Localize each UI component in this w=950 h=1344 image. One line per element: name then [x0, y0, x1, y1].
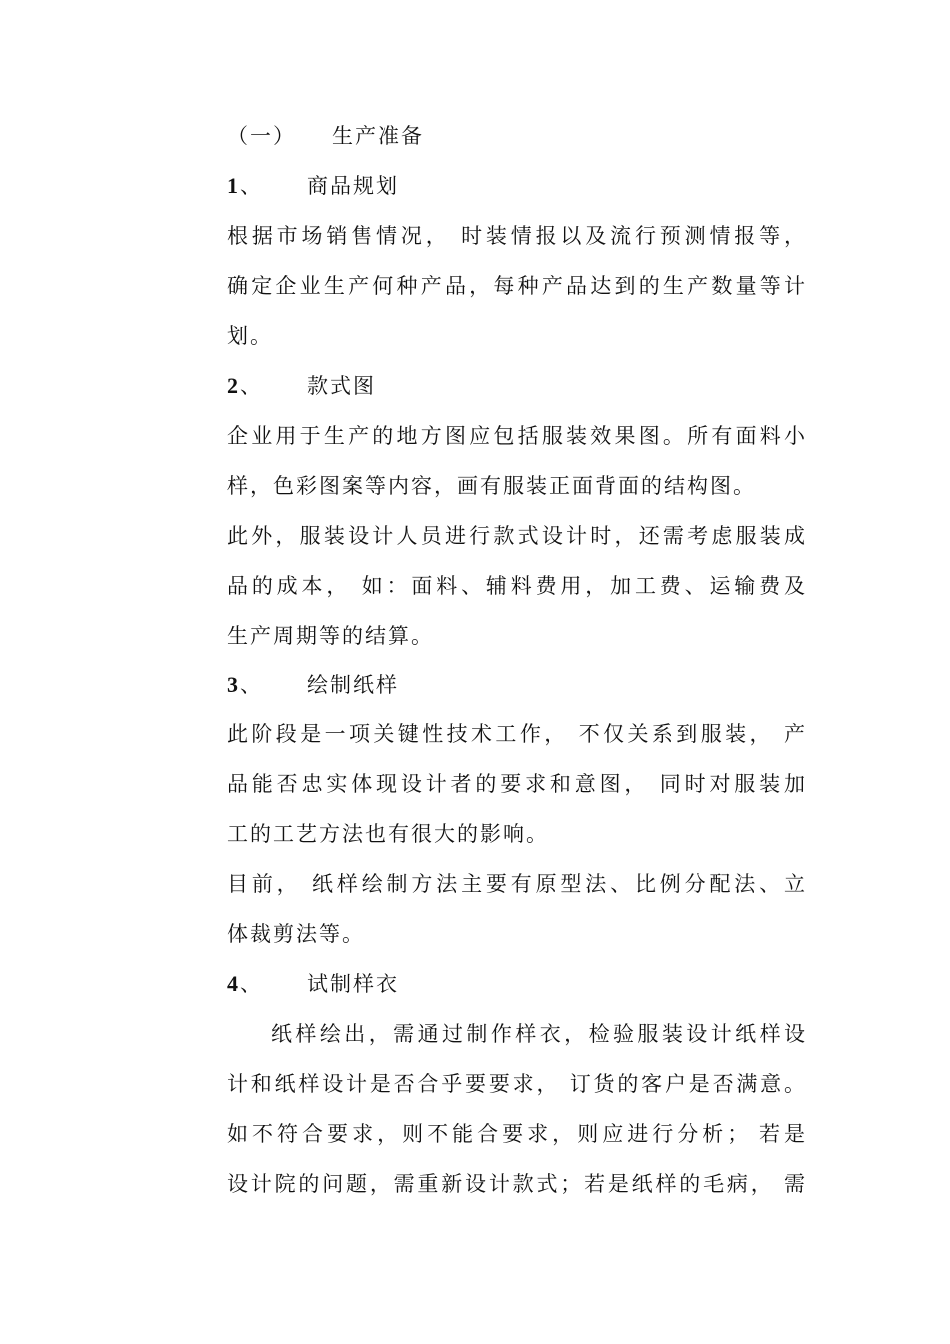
- paragraph-line: 此外，服装设计人员进行款式设计时，还需考虑服装成: [227, 524, 805, 548]
- paragraph-line: 生产周期等的结算。: [227, 624, 434, 648]
- paragraph-line: 体裁剪法等。: [227, 922, 365, 946]
- item-separator: 、: [240, 174, 263, 198]
- item-separator: 、: [240, 673, 263, 697]
- item-heading-2: [227, 372, 805, 400]
- paragraph-line: 品能否忠实体现设计者的要求和意图， 同时对服装加: [227, 772, 805, 796]
- paragraph-line: 确定企业生产何种产品，每种产品达到的生产数量等计: [227, 274, 805, 298]
- paragraph-line: 纸样绘出，需通过制作样衣，检验服装设计纸样设: [271, 1022, 805, 1046]
- item-title: 款式图: [307, 374, 376, 398]
- section-prefix: （一）: [227, 124, 296, 148]
- paragraph-line: 如不符合要求，则不能合要求，则应进行分析； 若是: [227, 1122, 805, 1146]
- item-title: 绘制纸样: [307, 673, 399, 697]
- item-separator: 、: [240, 972, 263, 996]
- paragraph-line: 工的工艺方法也有很大的影响。: [227, 822, 549, 846]
- item-number: 3: [227, 672, 240, 697]
- paragraph-line: 企业用于生产的地方图应包括服装效果图。所有面料小: [227, 424, 805, 448]
- paragraph-line: 计和纸样设计是否合乎要要求， 订货的客户是否满意。: [227, 1072, 805, 1096]
- section-title: 生产准备: [332, 124, 424, 148]
- paragraph-line: 样，色彩图案等内容，画有服装正面背面的结构图。: [227, 474, 756, 498]
- paragraph-line: 根据市场销售情况， 时装情报以及流行预测情报等，: [227, 224, 805, 248]
- item-number: 2: [227, 373, 240, 398]
- item-number: 4: [227, 971, 240, 996]
- paragraph-line: 此阶段是一项关键性技术工作， 不仅关系到服装， 产: [227, 722, 805, 746]
- paragraph-line: 目前， 纸样绘制方法主要有原型法、比例分配法、立: [227, 872, 805, 896]
- paragraph-line: 品的成本， 如：面料、辅料费用，加工费、运输费及: [227, 574, 805, 598]
- item-title: 商品规划: [307, 174, 399, 198]
- item-number: 1: [227, 173, 240, 198]
- paragraph-line: 划。: [227, 324, 273, 348]
- item-heading-4: [227, 970, 805, 998]
- item-title: 试制样衣: [307, 972, 399, 996]
- item-heading-3: [227, 671, 805, 699]
- paragraph-line: 设计院的问题，需重新设计款式；若是纸样的毛病， 需: [227, 1172, 805, 1196]
- item-separator: 、: [240, 374, 263, 398]
- section-heading: [227, 122, 805, 150]
- item-heading-1: [227, 172, 805, 200]
